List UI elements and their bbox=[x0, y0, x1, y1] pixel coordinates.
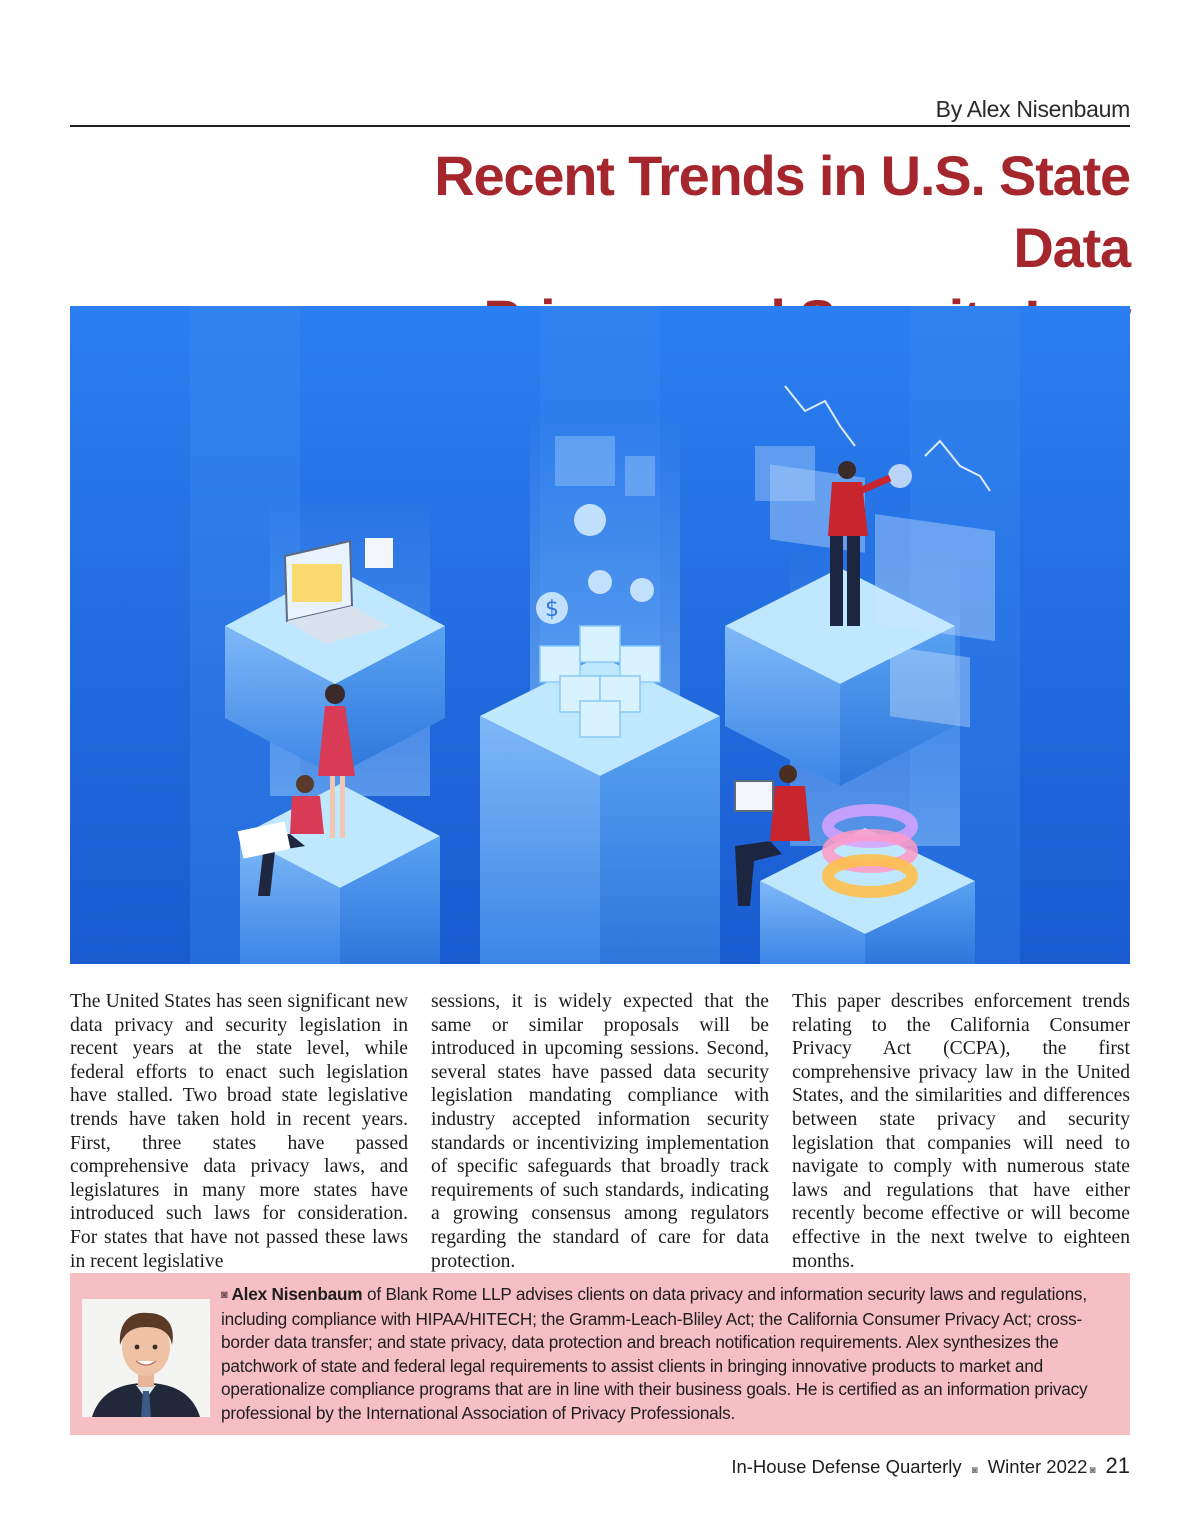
dollar-icon: $ bbox=[545, 597, 559, 622]
byline: By Alex Nisenbaum bbox=[935, 96, 1130, 122]
author-portrait bbox=[82, 1299, 210, 1417]
title-line-1: Recent Trends in U.S. State Data bbox=[434, 144, 1130, 279]
footer-separator-icon-2: ◙ bbox=[1089, 1465, 1096, 1476]
body-column-2: sessions, it is widely expected that the same or similar proposals will be introduced in upcoming sessions. Second, several states have passed data security legislation mandating compliance with industry accepted information security standards or incentivizing implementation of specific safeguards that broadly track requirements of such standards, indicating a growing consensus among regulators regarding the standard of care for data protection. bbox=[431, 991, 769, 1272]
footer-separator-icon: ◙ bbox=[971, 1465, 978, 1476]
author-bio-description: of Blank Rome LLP advises clients on data privacy and information security laws and regulations, including compliance with HIPAA/HITECH; the Gramm-Leach-Bliley Act; the California Consumer Privacy Act; cross-border data transfer; and state privacy, data protection and breach notification requirements. Alex synthesizes the patchwork of state and federal legal requirements to assist clients in bringing innovative products to market and operationalize compliance programs that are in line with their business goals. He is certified as an information privacy professional by the International Association of Privacy Professionals. bbox=[221, 1284, 1088, 1423]
bullet-marker-icon: ◙ bbox=[221, 1289, 228, 1301]
author-bio-text bbox=[221, 1283, 1121, 1426]
issue-label: Winter 2022 bbox=[987, 1456, 1088, 1477]
hero-illustration bbox=[70, 306, 1130, 964]
body-column-3: This paper describes enforcement trends relating to the California Consumer Privacy Act (CCPA), the first comprehensive privacy law in the United States, and the similarities and differences between state privacy and security legislation that companies will need to navigate to comply with numerous state laws and regulations that have either recently become effective or will become effective in the next twelve to eighteen months. bbox=[792, 991, 1130, 1272]
page-footer bbox=[731, 1453, 1130, 1479]
author-bio-box bbox=[70, 1273, 1130, 1435]
body-column-1: The United States has seen significant new data privacy and security legislation in recent years at the state level, while federal efforts to enact such legislation have stalled. Two broad state legislative trends have taken hold in recent years. First, three states have passed comprehensive data privacy laws, and legislatures in many more states have introduced such laws for consideration. For states that have not passed these laws in recent legislative bbox=[70, 991, 408, 1272]
page-number: 21 bbox=[1105, 1453, 1130, 1478]
author-name: Alex Nisenbaum bbox=[231, 1284, 363, 1304]
publication-name: In-House Defense Quarterly bbox=[731, 1456, 962, 1477]
header-rule bbox=[70, 125, 1130, 127]
article-body bbox=[70, 990, 1130, 1273]
